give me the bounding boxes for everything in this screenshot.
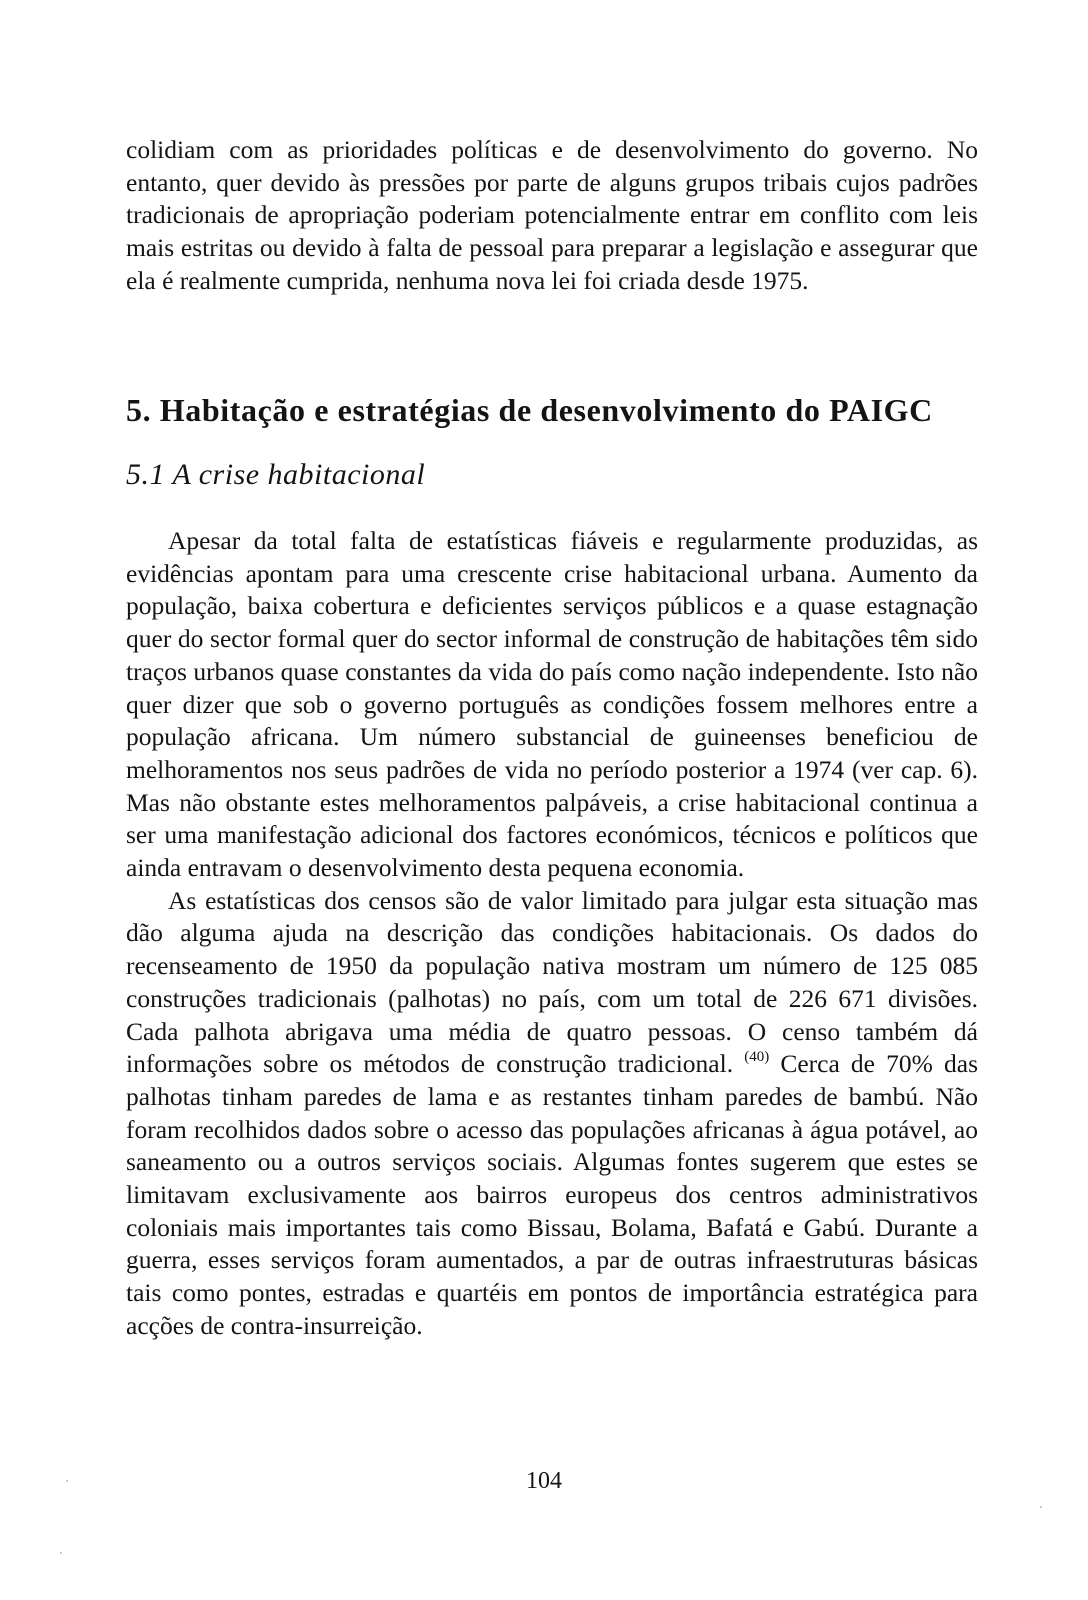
scan-speck (60, 1552, 62, 1554)
page-number: 104 (526, 1468, 562, 1494)
scan-speck (66, 1480, 68, 1482)
subsection-heading: 5.1 A crise habitacional (126, 458, 426, 491)
intro-paragraph: colidiam com as prioridades políticas e de desenvolvimento do governo. No entanto, quer devido às pressões por parte de alguns grupos tribais cujos padrões tradicionais de apropriação poderiam potencialmente entrar em conflito com leis mais estritas ou devido à falta de pessoal para preparar a legislação e assegurar que ela é realmente cumprida, nenhuma nova lei foi criada desde 1975. (126, 135, 978, 295)
body-paragraph-1: Apesar da total falta de estatísticas fiáveis e regularmente produzidas, as evidências apontam para uma crescente crise habitacional urbana. Aumento da população, baixa cobertura e deficientes serviços públicos e a quase estagnação quer do sector formal quer do sector informal de construção de habitações têm sido traços urbanos quase constantes da vida do país como nação independente. Isto não quer dizer que sob o governo português as condições fossem melhores entre a população africana. Um número substancial de guineenses beneficiou de melhoramentos nos seus padrões de vida no período posterior a 1974 (ver cap. 6). Mas não obstante estes melhoramentos palpáveis, a crise habitacional continua a ser uma manifestação adicional dos factores económicos, técnicos e políticos que ainda entravam o desenvolvimento desta pequena economia. (126, 526, 978, 883)
footnote-marker: (40) (744, 1048, 770, 1065)
body-paragraph-2-text-start: As estatísticas dos censos são de valor limitado para julgar esta situação mas dão alguma ajuda na descrição das condições habitacionais. Os dados do recenseamento de 1950 da população nativa mostram um número de 125 085 construções tradicionais (palhotas) no país, com um total de 226 671 divisões. Cada palhota abrigava uma média de quatro pessoas. O censo também dá informações sobre os métodos de construção tradicional. (126, 885, 978, 1079)
body-paragraph-2-text-end: Cerca de 70% das palhotas tinham paredes de lama e as restantes tinham paredes de bambú. Não foram recolhidos dados sobre o acesso das populações africanas à água potável, ao saneamento ou a outros serviços sociais. Algumas fontes sugerem que estes se limitavam exclusivamente aos bairros europeus dos centros administrativos coloniais mais importantes tais como Bissau, Bolama, Bafatá e Gabú. Durante a guerra, esses serviços foram aumentados, a par de outras infraestruturas básicas tais como pontes, estradas e quartéis em pontos de importância estratégica para acções de contra-insurreição. (126, 1049, 979, 1340)
body-paragraph-2 (126, 885, 978, 1343)
section-heading: 5. Habitação e estratégias de desenvolvimento do PAIGC (126, 392, 933, 428)
scan-speck (1040, 1506, 1042, 1508)
section-body (126, 525, 978, 1343)
